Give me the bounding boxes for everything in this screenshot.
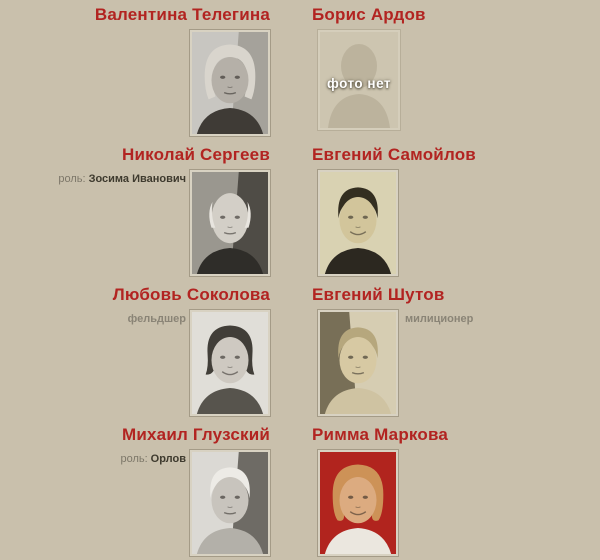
portrait-illustration (320, 172, 396, 274)
actor-role (402, 310, 473, 326)
photo-row (318, 450, 600, 556)
actor-role (120, 450, 186, 466)
cast-cell (300, 280, 600, 420)
photo-row (0, 30, 270, 136)
role-value-label: Орлов (150, 453, 186, 465)
photo-row (0, 450, 270, 556)
actor-name-link[interactable]: Михаил Глузский (122, 425, 270, 444)
photo-row (0, 170, 270, 276)
cast-cell (300, 0, 600, 140)
actor-name-link[interactable]: Евгений Самойлов (312, 145, 476, 164)
actor-role (58, 170, 186, 186)
actor-name-link[interactable]: Борис Ардов (312, 5, 426, 24)
role-prefix-label: роль: (58, 173, 86, 185)
actor-photo[interactable] (318, 310, 398, 416)
role-prefix-label: роль: (120, 453, 148, 465)
actor-photo[interactable] (318, 450, 398, 556)
cast-cell (0, 0, 300, 140)
actor-photo[interactable] (190, 170, 270, 276)
actor-photo[interactable] (318, 170, 398, 276)
role-value-label: фельдшер (127, 313, 186, 325)
portrait-illustration (192, 452, 268, 554)
cast-cell (300, 420, 600, 560)
actor-name-link[interactable]: Римма Маркова (312, 425, 449, 444)
no-photo-label: фото нет (326, 76, 392, 92)
portrait-illustration (192, 172, 268, 274)
actor-photo[interactable] (190, 310, 270, 416)
cast-cell (0, 140, 300, 280)
actor-role (125, 310, 186, 326)
actor-photo[interactable] (190, 450, 270, 556)
photo-row (318, 310, 600, 416)
portrait-illustration (320, 312, 396, 414)
actor-name-link[interactable]: Николай Сергеев (122, 145, 270, 164)
actor-name-link[interactable]: Любовь Соколова (112, 285, 270, 304)
cast-cell (300, 140, 600, 280)
portrait-illustration (192, 312, 268, 414)
actor-photo[interactable] (318, 30, 400, 130)
actor-name-link[interactable]: Валентина Телегина (94, 5, 270, 24)
role-value-label: Зосима Иванович (88, 173, 186, 185)
portrait-illustration (192, 32, 268, 134)
actor-photo[interactable] (190, 30, 270, 136)
role-value-label: милиционер (405, 313, 474, 325)
cast-cell (0, 280, 300, 420)
photo-row (318, 30, 600, 130)
actor-name-link[interactable]: Евгений Шутов (312, 285, 445, 304)
photo-row (318, 170, 600, 276)
cast-cell (0, 420, 300, 560)
portrait-illustration (320, 452, 396, 554)
photo-row (0, 310, 270, 416)
